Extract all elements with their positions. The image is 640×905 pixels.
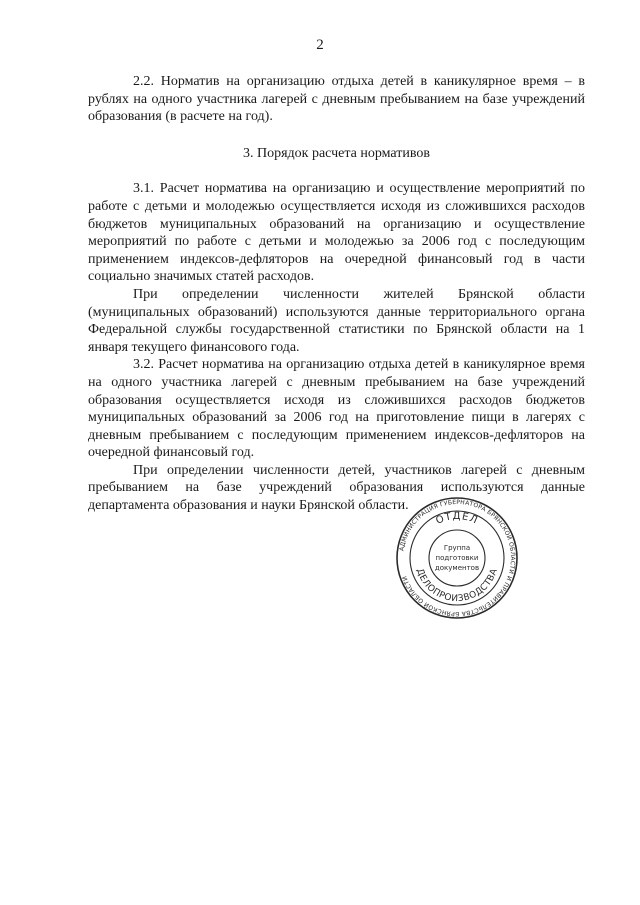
paragraph-3-2: 3.2. Расчет норматива на организацию отдыха детей в каникулярное время на одного участника лагерей с дневным пребыванием на базе учреждений образования осуществляется исходя из сложившихся расходов бюджетов муниципальных образований за 2006 год на приготовление пищи в лагерях с дневным пребыванием с последующим применением индексов-дефляторов на очередной финансовый год. — [88, 357, 585, 461]
stamp-center-line-2: подготовки — [435, 554, 479, 562]
page-number: 2 — [316, 37, 324, 53]
paragraph-3-1-note: При определении численности жителей Брянской области (муниципальных образований) используются данные территориального органа Федеральной службы государственной статистики по Брянской области на 1 января текущего финансового года. — [88, 286, 585, 355]
paragraph-2-2: 2.2. Норматив на организацию отдыха детей в каникулярное время – в рублях на одного участника лагерей с дневным пребыванием на базе учреждений образования (в расчете на год). — [88, 74, 585, 125]
stamp-center-line-1: Группа — [443, 544, 471, 552]
paragraph-3-1: 3.1. Расчет норматива на организацию и осуществление мероприятий по работе с детьми и молодежью осуществляется исходя из сложившихся расходов бюджетов муниципальных образований на организацию и осуществление мероприятий по работе с детьми и молодежью за 2006 год с последующим применением индексов-дефляторов на очередной финансовый год в части социально значимых статей расходов. — [88, 181, 585, 285]
stamp-outer-text: АДМИНИСТРАЦИЯ ГУБЕРНАТОРА БРЯНСКОЙ ОБЛАСТИ И ПРАВИТЕЛЬСТВА БРЯНСКОЙ ОБЛАСТИ — [398, 498, 517, 618]
stamp-center-line-3: документов — [434, 564, 480, 572]
document-body — [88, 73, 585, 515]
stamp-ring-bottom-text: ДЕЛОПРОИЗВОДСТВА — [414, 567, 500, 605]
section-3-heading: 3. Порядок расчета нормативов — [242, 145, 430, 161]
official-stamp — [392, 496, 522, 620]
paragraph-3-2-note: При определении численности детей, участников лагерей с дневным пребыванием на базе учреждений образования используются данные департамента образования и науки Брянской области. — [88, 462, 585, 514]
stamp-ring-top-text: ОТДЕЛ — [434, 510, 480, 527]
